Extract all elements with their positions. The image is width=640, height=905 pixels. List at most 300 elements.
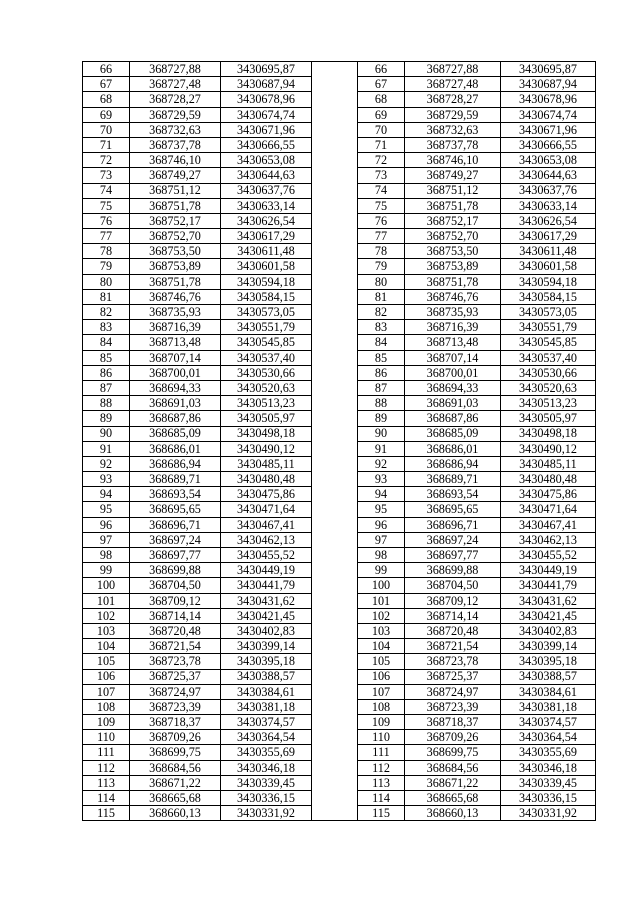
left-point-number-cell: 114 xyxy=(83,791,130,806)
right-point-number-cell: 72 xyxy=(358,153,405,168)
gap-cell xyxy=(312,122,358,137)
left-y-coordinate-cell: 3430551,79 xyxy=(221,320,312,335)
right-point-number-cell: 101 xyxy=(358,593,405,608)
right-y-coordinate-cell: 3430545,85 xyxy=(501,335,596,350)
left-point-number-cell: 76 xyxy=(83,213,130,228)
left-x-coordinate-cell: 368732,63 xyxy=(130,122,221,137)
right-point-number-cell: 91 xyxy=(358,441,405,456)
right-x-coordinate-cell: 368718,37 xyxy=(405,715,501,730)
left-x-coordinate-cell: 368685,09 xyxy=(130,426,221,441)
left-x-coordinate-cell: 368660,13 xyxy=(130,806,221,821)
right-x-coordinate-cell: 368687,86 xyxy=(405,411,501,426)
right-y-coordinate-cell: 3430480,48 xyxy=(501,472,596,487)
left-point-number-cell: 110 xyxy=(83,730,130,745)
left-x-coordinate-cell: 368700,01 xyxy=(130,365,221,380)
left-point-number-cell: 71 xyxy=(83,137,130,152)
left-x-coordinate-cell: 368697,24 xyxy=(130,532,221,547)
left-point-number-cell: 101 xyxy=(83,593,130,608)
right-x-coordinate-cell: 368723,39 xyxy=(405,699,501,714)
left-point-number-cell: 86 xyxy=(83,365,130,380)
left-point-number-cell: 102 xyxy=(83,608,130,623)
left-y-coordinate-cell: 3430537,40 xyxy=(221,350,312,365)
left-point-number-cell: 107 xyxy=(83,684,130,699)
table-row xyxy=(83,380,596,395)
table-row xyxy=(83,305,596,320)
right-y-coordinate-cell: 3430421,45 xyxy=(501,608,596,623)
right-x-coordinate-cell: 368704,50 xyxy=(405,578,501,593)
right-x-coordinate-cell: 368753,50 xyxy=(405,244,501,259)
gap-cell xyxy=(312,229,358,244)
right-x-coordinate-cell: 368721,54 xyxy=(405,639,501,654)
table-row xyxy=(83,274,596,289)
right-x-coordinate-cell: 368686,94 xyxy=(405,456,501,471)
right-point-number-cell: 71 xyxy=(358,137,405,152)
left-y-coordinate-cell: 3430364,54 xyxy=(221,730,312,745)
table-row xyxy=(83,517,596,532)
left-y-coordinate-cell: 3430637,76 xyxy=(221,183,312,198)
table-row xyxy=(83,502,596,517)
left-x-coordinate-cell: 368720,48 xyxy=(130,623,221,638)
left-y-coordinate-cell: 3430399,14 xyxy=(221,639,312,654)
table-row xyxy=(83,639,596,654)
right-point-number-cell: 111 xyxy=(358,745,405,760)
table-row xyxy=(83,62,596,77)
right-y-coordinate-cell: 3430471,64 xyxy=(501,502,596,517)
right-point-number-cell: 92 xyxy=(358,456,405,471)
right-point-number-cell: 93 xyxy=(358,472,405,487)
left-y-coordinate-cell: 3430513,23 xyxy=(221,396,312,411)
gap-cell xyxy=(312,426,358,441)
right-x-coordinate-cell: 368727,48 xyxy=(405,77,501,92)
right-x-coordinate-cell: 368729,59 xyxy=(405,107,501,122)
table-row xyxy=(83,411,596,426)
left-x-coordinate-cell: 368709,12 xyxy=(130,593,221,608)
right-y-coordinate-cell: 3430520,63 xyxy=(501,380,596,395)
right-point-number-cell: 89 xyxy=(358,411,405,426)
left-y-coordinate-cell: 3430626,54 xyxy=(221,213,312,228)
gap-cell xyxy=(312,608,358,623)
right-x-coordinate-cell: 368695,65 xyxy=(405,502,501,517)
left-point-number-cell: 88 xyxy=(83,396,130,411)
left-point-number-cell: 85 xyxy=(83,350,130,365)
right-y-coordinate-cell: 3430441,79 xyxy=(501,578,596,593)
right-point-number-cell: 83 xyxy=(358,320,405,335)
right-point-number-cell: 94 xyxy=(358,487,405,502)
table-row xyxy=(83,137,596,152)
right-point-number-cell: 99 xyxy=(358,563,405,578)
right-x-coordinate-cell: 368684,56 xyxy=(405,760,501,775)
right-y-coordinate-cell: 3430633,14 xyxy=(501,198,596,213)
right-x-coordinate-cell: 368699,88 xyxy=(405,563,501,578)
right-x-coordinate-cell: 368737,78 xyxy=(405,137,501,152)
gap-cell xyxy=(312,487,358,502)
left-y-coordinate-cell: 3430485,11 xyxy=(221,456,312,471)
left-point-number-cell: 83 xyxy=(83,320,130,335)
right-x-coordinate-cell: 368707,14 xyxy=(405,350,501,365)
gap-cell xyxy=(312,730,358,745)
left-x-coordinate-cell: 368693,54 xyxy=(130,487,221,502)
left-y-coordinate-cell: 3430475,86 xyxy=(221,487,312,502)
gap-cell xyxy=(312,684,358,699)
left-point-number-cell: 103 xyxy=(83,623,130,638)
right-y-coordinate-cell: 3430355,69 xyxy=(501,745,596,760)
right-y-coordinate-cell: 3430462,13 xyxy=(501,532,596,547)
left-point-number-cell: 96 xyxy=(83,517,130,532)
left-y-coordinate-cell: 3430687,94 xyxy=(221,77,312,92)
right-point-number-cell: 82 xyxy=(358,305,405,320)
right-x-coordinate-cell: 368716,39 xyxy=(405,320,501,335)
right-x-coordinate-cell: 368665,68 xyxy=(405,791,501,806)
left-point-number-cell: 91 xyxy=(83,441,130,456)
gap-cell xyxy=(312,411,358,426)
right-point-number-cell: 112 xyxy=(358,760,405,775)
gap-cell xyxy=(312,107,358,122)
table-row xyxy=(83,563,596,578)
table-row xyxy=(83,320,596,335)
gap-cell xyxy=(312,289,358,304)
right-x-coordinate-cell: 368723,78 xyxy=(405,654,501,669)
right-point-number-cell: 73 xyxy=(358,168,405,183)
left-x-coordinate-cell: 368749,27 xyxy=(130,168,221,183)
left-x-coordinate-cell: 368684,56 xyxy=(130,760,221,775)
right-y-coordinate-cell: 3430601,58 xyxy=(501,259,596,274)
right-point-number-cell: 100 xyxy=(358,578,405,593)
right-point-number-cell: 74 xyxy=(358,183,405,198)
right-x-coordinate-cell: 368752,17 xyxy=(405,213,501,228)
left-point-number-cell: 90 xyxy=(83,426,130,441)
right-y-coordinate-cell: 3430626,54 xyxy=(501,213,596,228)
table-row xyxy=(83,548,596,563)
left-point-number-cell: 111 xyxy=(83,745,130,760)
gap-cell xyxy=(312,699,358,714)
left-y-coordinate-cell: 3430498,18 xyxy=(221,426,312,441)
table-row xyxy=(83,578,596,593)
right-x-coordinate-cell: 368714,14 xyxy=(405,608,501,623)
right-point-number-cell: 115 xyxy=(358,806,405,821)
right-y-coordinate-cell: 3430374,57 xyxy=(501,715,596,730)
left-y-coordinate-cell: 3430695,87 xyxy=(221,62,312,77)
right-y-coordinate-cell: 3430594,18 xyxy=(501,274,596,289)
left-point-number-cell: 89 xyxy=(83,411,130,426)
right-y-coordinate-cell: 3430395,18 xyxy=(501,654,596,669)
left-point-number-cell: 77 xyxy=(83,229,130,244)
left-y-coordinate-cell: 3430431,62 xyxy=(221,593,312,608)
table-row xyxy=(83,760,596,775)
left-y-coordinate-cell: 3430601,58 xyxy=(221,259,312,274)
gap-cell xyxy=(312,335,358,350)
right-y-coordinate-cell: 3430653,08 xyxy=(501,153,596,168)
right-x-coordinate-cell: 368732,63 xyxy=(405,122,501,137)
table-row xyxy=(83,669,596,684)
left-point-number-cell: 81 xyxy=(83,289,130,304)
right-x-coordinate-cell: 368693,54 xyxy=(405,487,501,502)
table-row xyxy=(83,775,596,790)
right-x-coordinate-cell: 368753,89 xyxy=(405,259,501,274)
left-x-coordinate-cell: 368716,39 xyxy=(130,320,221,335)
right-y-coordinate-cell: 3430674,74 xyxy=(501,107,596,122)
left-point-number-cell: 112 xyxy=(83,760,130,775)
right-point-number-cell: 85 xyxy=(358,350,405,365)
left-point-number-cell: 105 xyxy=(83,654,130,669)
left-y-coordinate-cell: 3430462,13 xyxy=(221,532,312,547)
right-point-number-cell: 110 xyxy=(358,730,405,745)
left-x-coordinate-cell: 368671,22 xyxy=(130,775,221,790)
left-x-coordinate-cell: 368713,48 xyxy=(130,335,221,350)
table-row xyxy=(83,107,596,122)
right-y-coordinate-cell: 3430666,55 xyxy=(501,137,596,152)
gap-cell xyxy=(312,320,358,335)
left-x-coordinate-cell: 368686,01 xyxy=(130,441,221,456)
right-y-coordinate-cell: 3430455,52 xyxy=(501,548,596,563)
table-row xyxy=(83,791,596,806)
right-point-number-cell: 96 xyxy=(358,517,405,532)
left-y-coordinate-cell: 3430402,83 xyxy=(221,623,312,638)
left-x-coordinate-cell: 368723,39 xyxy=(130,699,221,714)
left-x-coordinate-cell: 368727,48 xyxy=(130,77,221,92)
table-row xyxy=(83,396,596,411)
left-x-coordinate-cell: 368752,17 xyxy=(130,213,221,228)
table-row xyxy=(83,487,596,502)
gap-cell xyxy=(312,639,358,654)
right-y-coordinate-cell: 3430617,29 xyxy=(501,229,596,244)
right-y-coordinate-cell: 3430331,92 xyxy=(501,806,596,821)
right-point-number-cell: 87 xyxy=(358,380,405,395)
right-x-coordinate-cell: 368752,70 xyxy=(405,229,501,244)
left-y-coordinate-cell: 3430384,61 xyxy=(221,684,312,699)
left-x-coordinate-cell: 368746,10 xyxy=(130,153,221,168)
table-row xyxy=(83,244,596,259)
left-x-coordinate-cell: 368691,03 xyxy=(130,396,221,411)
right-x-coordinate-cell: 368724,97 xyxy=(405,684,501,699)
left-y-coordinate-cell: 3430490,12 xyxy=(221,441,312,456)
left-point-number-cell: 100 xyxy=(83,578,130,593)
left-point-number-cell: 108 xyxy=(83,699,130,714)
left-y-coordinate-cell: 3430381,18 xyxy=(221,699,312,714)
left-point-number-cell: 84 xyxy=(83,335,130,350)
right-x-coordinate-cell: 368709,12 xyxy=(405,593,501,608)
right-point-number-cell: 75 xyxy=(358,198,405,213)
left-x-coordinate-cell: 368724,97 xyxy=(130,684,221,699)
right-x-coordinate-cell: 368700,01 xyxy=(405,365,501,380)
table-row xyxy=(83,456,596,471)
gap-cell xyxy=(312,775,358,790)
gap-cell xyxy=(312,183,358,198)
table-row xyxy=(83,198,596,213)
left-point-number-cell: 73 xyxy=(83,168,130,183)
gap-cell xyxy=(312,563,358,578)
left-point-number-cell: 66 xyxy=(83,62,130,77)
left-y-coordinate-cell: 3430480,48 xyxy=(221,472,312,487)
left-y-coordinate-cell: 3430545,85 xyxy=(221,335,312,350)
table-row xyxy=(83,806,596,821)
gap-cell xyxy=(312,472,358,487)
right-y-coordinate-cell: 3430611,48 xyxy=(501,244,596,259)
right-y-coordinate-cell: 3430513,23 xyxy=(501,396,596,411)
right-x-coordinate-cell: 368728,27 xyxy=(405,92,501,107)
right-point-number-cell: 105 xyxy=(358,654,405,669)
left-point-number-cell: 79 xyxy=(83,259,130,274)
right-y-coordinate-cell: 3430467,41 xyxy=(501,517,596,532)
left-x-coordinate-cell: 368723,78 xyxy=(130,654,221,669)
right-x-coordinate-cell: 368699,75 xyxy=(405,745,501,760)
left-x-coordinate-cell: 368751,78 xyxy=(130,198,221,213)
right-point-number-cell: 76 xyxy=(358,213,405,228)
gap-cell xyxy=(312,259,358,274)
right-x-coordinate-cell: 368696,71 xyxy=(405,517,501,532)
right-point-number-cell: 78 xyxy=(358,244,405,259)
right-point-number-cell: 86 xyxy=(358,365,405,380)
right-x-coordinate-cell: 368709,26 xyxy=(405,730,501,745)
right-x-coordinate-cell: 368713,48 xyxy=(405,335,501,350)
right-point-number-cell: 79 xyxy=(358,259,405,274)
left-x-coordinate-cell: 368727,88 xyxy=(130,62,221,77)
right-x-coordinate-cell: 368725,37 xyxy=(405,669,501,684)
gap-cell xyxy=(312,168,358,183)
left-point-number-cell: 69 xyxy=(83,107,130,122)
right-y-coordinate-cell: 3430573,05 xyxy=(501,305,596,320)
left-point-number-cell: 78 xyxy=(83,244,130,259)
left-y-coordinate-cell: 3430339,45 xyxy=(221,775,312,790)
right-point-number-cell: 66 xyxy=(358,62,405,77)
gap-cell xyxy=(312,791,358,806)
left-point-number-cell: 98 xyxy=(83,548,130,563)
left-point-number-cell: 80 xyxy=(83,274,130,289)
table-row xyxy=(83,532,596,547)
left-x-coordinate-cell: 368695,65 xyxy=(130,502,221,517)
gap-cell xyxy=(312,380,358,395)
table-row xyxy=(83,684,596,699)
left-x-coordinate-cell: 368704,50 xyxy=(130,578,221,593)
table-row xyxy=(83,259,596,274)
right-point-number-cell: 103 xyxy=(358,623,405,638)
left-y-coordinate-cell: 3430594,18 xyxy=(221,274,312,289)
right-y-coordinate-cell: 3430346,18 xyxy=(501,760,596,775)
right-y-coordinate-cell: 3430671,96 xyxy=(501,122,596,137)
right-point-number-cell: 68 xyxy=(358,92,405,107)
left-x-coordinate-cell: 368751,12 xyxy=(130,183,221,198)
left-x-coordinate-cell: 368689,71 xyxy=(130,472,221,487)
table-row xyxy=(83,365,596,380)
left-y-coordinate-cell: 3430678,96 xyxy=(221,92,312,107)
right-point-number-cell: 70 xyxy=(358,122,405,137)
left-x-coordinate-cell: 368707,14 xyxy=(130,350,221,365)
left-x-coordinate-cell: 368687,86 xyxy=(130,411,221,426)
table-row xyxy=(83,699,596,714)
table-row xyxy=(83,77,596,92)
right-y-coordinate-cell: 3430381,18 xyxy=(501,699,596,714)
left-y-coordinate-cell: 3430467,41 xyxy=(221,517,312,532)
left-x-coordinate-cell: 368686,94 xyxy=(130,456,221,471)
left-x-coordinate-cell: 368709,26 xyxy=(130,730,221,745)
right-x-coordinate-cell: 368685,09 xyxy=(405,426,501,441)
right-point-number-cell: 84 xyxy=(358,335,405,350)
right-x-coordinate-cell: 368727,88 xyxy=(405,62,501,77)
left-point-number-cell: 67 xyxy=(83,77,130,92)
left-x-coordinate-cell: 368699,88 xyxy=(130,563,221,578)
right-y-coordinate-cell: 3430678,96 xyxy=(501,92,596,107)
left-y-coordinate-cell: 3430674,74 xyxy=(221,107,312,122)
left-y-coordinate-cell: 3430644,63 xyxy=(221,168,312,183)
table-row xyxy=(83,229,596,244)
table-row xyxy=(83,168,596,183)
right-point-number-cell: 108 xyxy=(358,699,405,714)
left-point-number-cell: 95 xyxy=(83,502,130,517)
gap-cell xyxy=(312,806,358,821)
left-y-coordinate-cell: 3430455,52 xyxy=(221,548,312,563)
right-y-coordinate-cell: 3430637,76 xyxy=(501,183,596,198)
left-x-coordinate-cell: 368728,27 xyxy=(130,92,221,107)
right-y-coordinate-cell: 3430384,61 xyxy=(501,684,596,699)
gap-cell xyxy=(312,654,358,669)
table-row xyxy=(83,441,596,456)
right-point-number-cell: 90 xyxy=(358,426,405,441)
table-row xyxy=(83,92,596,107)
left-y-coordinate-cell: 3430355,69 xyxy=(221,745,312,760)
left-y-coordinate-cell: 3430520,63 xyxy=(221,380,312,395)
left-y-coordinate-cell: 3430388,57 xyxy=(221,669,312,684)
right-x-coordinate-cell: 368735,93 xyxy=(405,305,501,320)
right-y-coordinate-cell: 3430485,11 xyxy=(501,456,596,471)
right-point-number-cell: 104 xyxy=(358,639,405,654)
gap-cell xyxy=(312,760,358,775)
right-x-coordinate-cell: 368697,77 xyxy=(405,548,501,563)
left-y-coordinate-cell: 3430573,05 xyxy=(221,305,312,320)
right-y-coordinate-cell: 3430364,54 xyxy=(501,730,596,745)
left-y-coordinate-cell: 3430449,19 xyxy=(221,563,312,578)
left-point-number-cell: 97 xyxy=(83,532,130,547)
left-point-number-cell: 75 xyxy=(83,198,130,213)
right-x-coordinate-cell: 368694,33 xyxy=(405,380,501,395)
right-y-coordinate-cell: 3430505,97 xyxy=(501,411,596,426)
right-y-coordinate-cell: 3430498,18 xyxy=(501,426,596,441)
left-y-coordinate-cell: 3430633,14 xyxy=(221,198,312,213)
left-x-coordinate-cell: 368725,37 xyxy=(130,669,221,684)
table-row xyxy=(83,715,596,730)
table-row xyxy=(83,213,596,228)
table-row xyxy=(83,335,596,350)
right-point-number-cell: 81 xyxy=(358,289,405,304)
right-point-number-cell: 106 xyxy=(358,669,405,684)
table-row xyxy=(83,289,596,304)
right-x-coordinate-cell: 368697,24 xyxy=(405,532,501,547)
left-point-number-cell: 99 xyxy=(83,563,130,578)
right-point-number-cell: 97 xyxy=(358,532,405,547)
left-x-coordinate-cell: 368751,78 xyxy=(130,274,221,289)
gap-cell xyxy=(312,365,358,380)
right-point-number-cell: 102 xyxy=(358,608,405,623)
left-point-number-cell: 72 xyxy=(83,153,130,168)
left-x-coordinate-cell: 368746,76 xyxy=(130,289,221,304)
gap-cell xyxy=(312,274,358,289)
left-point-number-cell: 74 xyxy=(83,183,130,198)
table-row xyxy=(83,623,596,638)
coordinate-table-body xyxy=(83,62,596,821)
right-x-coordinate-cell: 368751,12 xyxy=(405,183,501,198)
right-point-number-cell: 98 xyxy=(358,548,405,563)
gap-cell xyxy=(312,532,358,547)
right-y-coordinate-cell: 3430644,63 xyxy=(501,168,596,183)
left-x-coordinate-cell: 368714,14 xyxy=(130,608,221,623)
gap-cell xyxy=(312,244,358,259)
left-x-coordinate-cell: 368699,75 xyxy=(130,745,221,760)
left-point-number-cell: 92 xyxy=(83,456,130,471)
left-y-coordinate-cell: 3430584,15 xyxy=(221,289,312,304)
left-x-coordinate-cell: 368718,37 xyxy=(130,715,221,730)
left-point-number-cell: 82 xyxy=(83,305,130,320)
table-row xyxy=(83,593,596,608)
gap-cell xyxy=(312,396,358,411)
left-x-coordinate-cell: 368696,71 xyxy=(130,517,221,532)
